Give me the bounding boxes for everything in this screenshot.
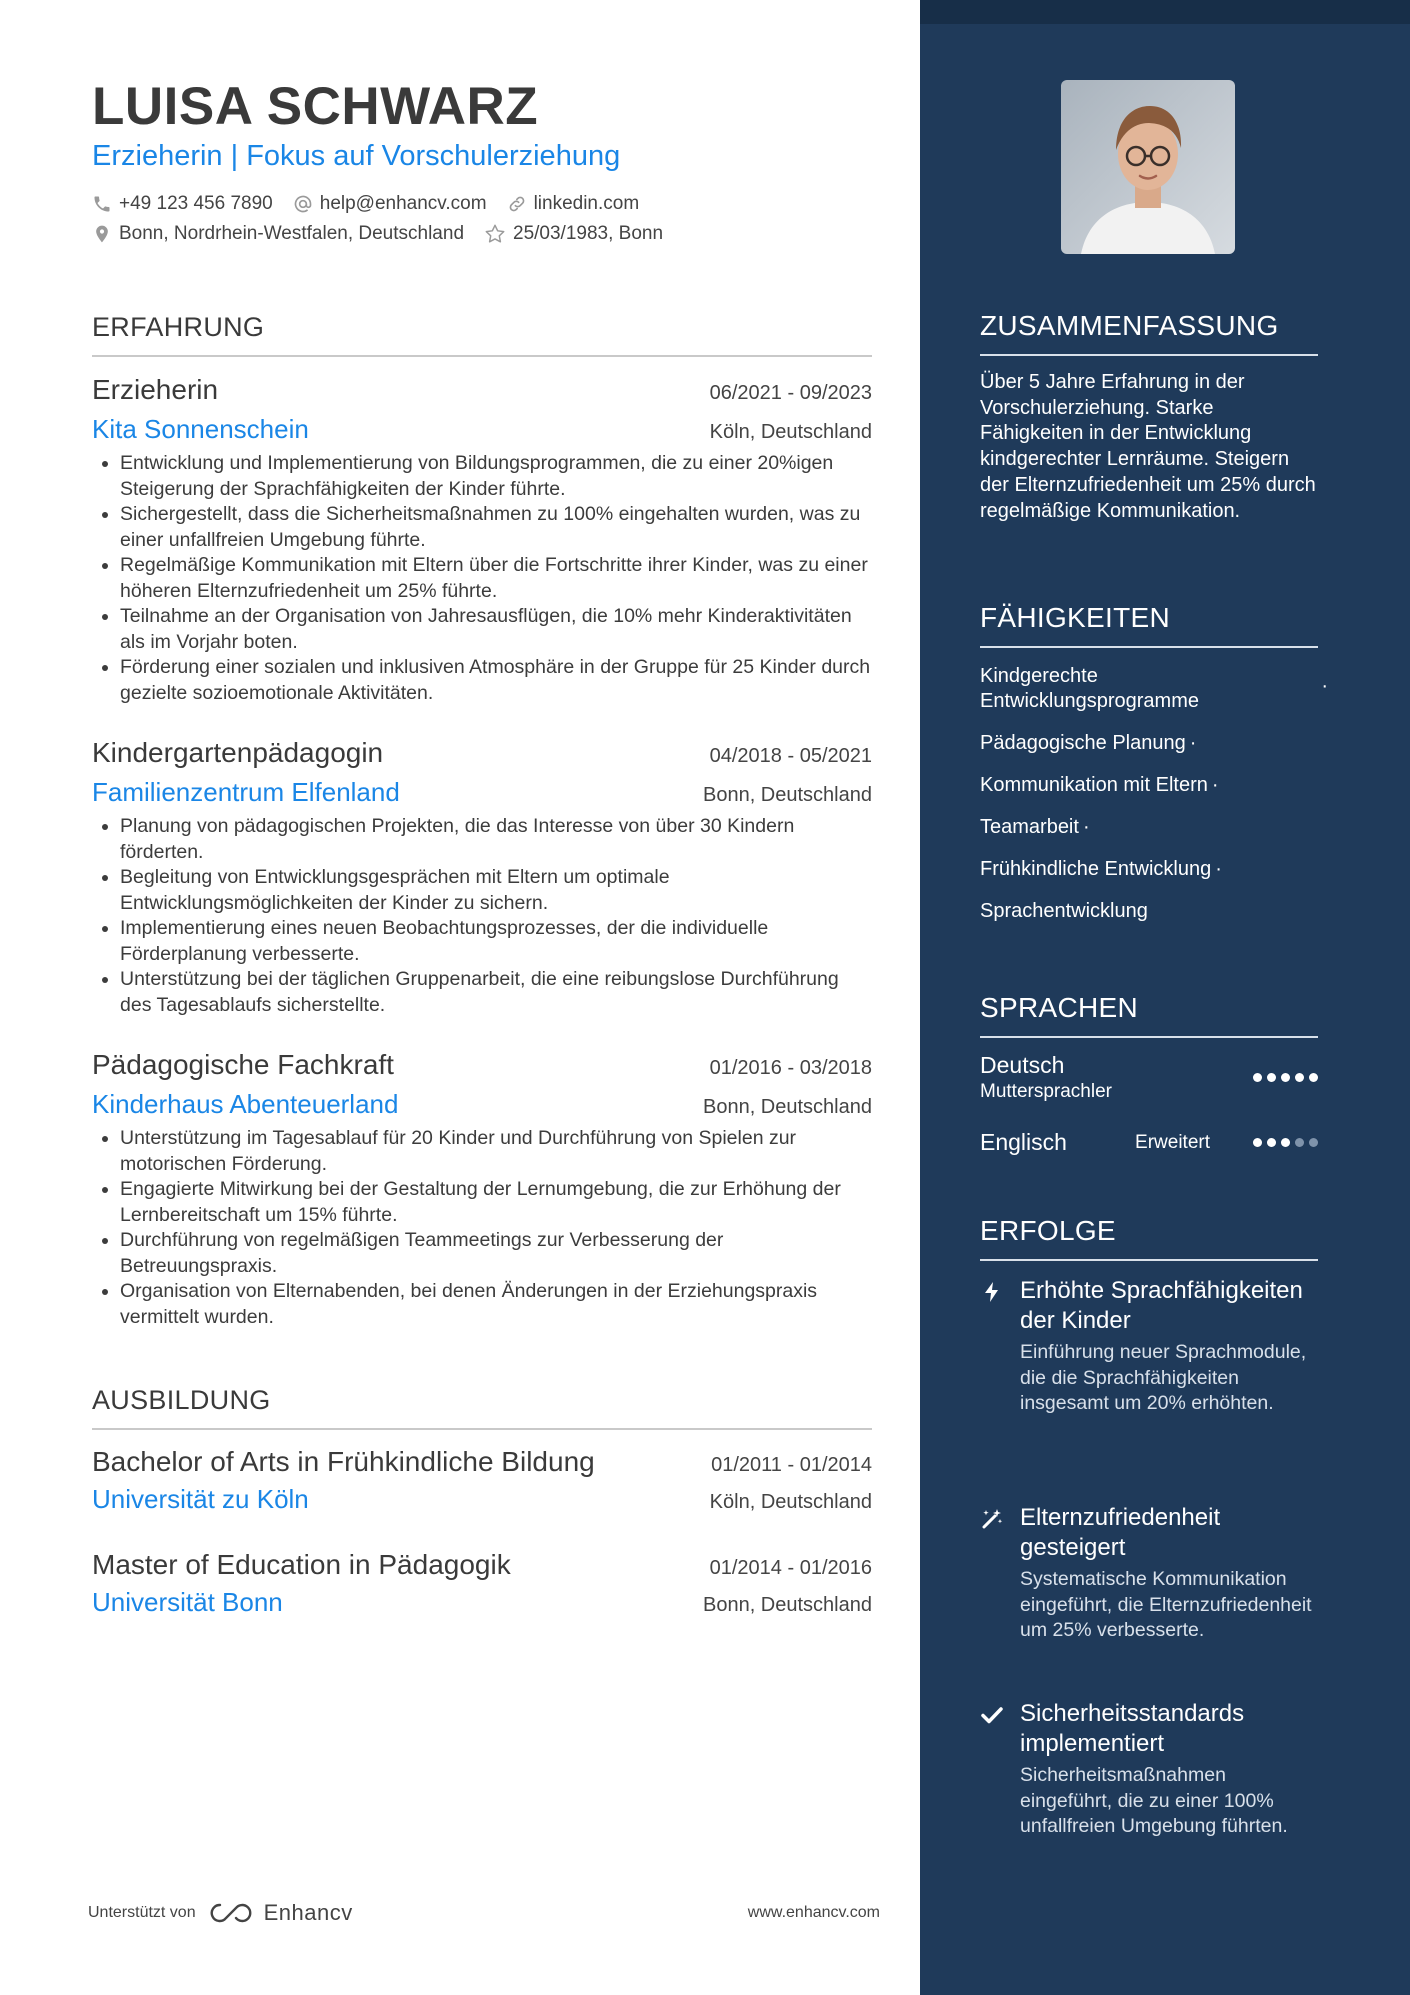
job-company: Kinderhaus Abenteuerland [92,1089,399,1119]
school-name: Universität zu Köln [92,1484,309,1514]
at-icon [293,194,313,214]
bullet: • Durchführung von regelmäßigen Teammeetings zur Verbesserung der Betreuungspraxis. [120,1228,872,1279]
job-date: 06/2021 - 09/2023 [709,382,872,404]
bullet: • Engagierte Mitwirkung bei der Gestaltung der Lernumgebung, die zur Erhöhung der Lernbereitschaft um 15% führte. [120,1177,872,1228]
skill-separator: · [1321,675,1328,697]
linkedin-text[interactable]: linkedin.com [533,193,640,214]
achievement-desc: Sicherheitsmaßnahmen eingeführt, die zu einer 100% unfallfreien Umgebung führten. [1020,1764,1288,1837]
achievement-desc: Systematische Kommunikation eingeführt, die Elternzufriedenheit um 25% verbesserte. [1020,1568,1312,1641]
achievement-item [980,1276,1318,1417]
languages-section-title: SPRACHEN [980,992,1318,1038]
bullet: • Teilnahme an der Organisation von Jahresausflügen, die 10% mehr Kinderaktivitäten als im Vorjahr boten. [120,604,872,655]
job-location: Bonn, Deutschland [702,1096,872,1118]
skill-item [980,899,1318,924]
skills-section-title: FÄHIGKEITEN [980,602,1318,648]
skill-label: Kindgerechte Entwicklungsprogramme [980,665,1199,712]
education-entry [92,1549,872,1618]
contact-row-2 [92,223,683,245]
achievements-section-title: ERFOLGE [980,1215,1318,1261]
email-item [293,193,487,215]
achievement-title: Elternzufriedenheit gesteigert [1020,1504,1221,1561]
job-location: Bonn, Deutschland [702,784,872,806]
summary-section-title: ZUSAMMENFASSUNG [980,310,1318,356]
job-bullets [92,1126,872,1330]
education-entry [92,1446,872,1515]
location-item [92,223,464,245]
bullet: • Begleitung von Entwicklungsgesprächen mit Eltern um optimale Entwicklungsmöglichkeiten der Kinder zu sichern. [120,865,872,916]
rating-dot-empty [1295,1138,1304,1147]
rating-dot-filled [1295,1073,1304,1082]
summary-text: Über 5 Jahre Erfahrung in der Vorschulerziehung. Starke Fähigkeiten in der Entwicklung kindgerechter Lernräume. Steigern der Elternzufriedenheit um 25% durch regelmäßige Kommunikation. [980,371,1316,522]
bullet: • Sichergestellt, dass die Sicherheitsmaßnahmen zu 100% eingehalten wurden, was zu einer unfallfreien Umgebung führte. [120,502,872,553]
achievements-section [980,1215,1318,1261]
summary-section [980,310,1318,524]
language-name: Deutsch [980,1052,1065,1078]
bullet: • Regelmäßige Kommunikation mit Eltern über die Fortschritte ihrer Kinder, was zu einer höheren Elternzufriedenheit um 25% führte. [120,553,872,604]
skills-section [980,602,1328,924]
contact-row-1 [92,193,659,215]
email-text[interactable]: help@enhancv.com [319,193,487,214]
job-bullets [92,451,872,706]
skill-label: Sprachentwicklung [980,900,1148,922]
rating-dot-filled [1281,1138,1290,1147]
sidebar-top-band [920,0,1410,24]
language-level: Muttersprachler [980,1081,1112,1102]
bullet: • Implementierung eines neuen Beobachtungsprozesses, der die individuelle Förderplanung verbesserte. [120,916,872,967]
language-level: Erweitert [1135,1131,1210,1153]
language-rating [1248,1073,1318,1082]
bullet: • Unterstützung im Tagesablauf für 20 Kinder und Durchführung von Spielen zur motorischen Förderung. [120,1126,872,1177]
location-text: Bonn, Nordrhein-Westfalen, Deutschland [119,223,465,244]
language-rating [1248,1138,1318,1147]
phone-item [92,193,273,215]
achievement-item [980,1503,1318,1644]
check-icon [980,1703,1004,1727]
achievement-title: Erhöhte Sprachfähigkeiten der Kinder [1020,1277,1303,1334]
enhancv-logo-icon [208,1901,254,1925]
achievement-desc: Einführung neuer Sprachmodule, die die Sprachfähigkeiten insgesamt um 20% erhöhten. [1020,1341,1307,1414]
education-date: 01/2011 - 01/2014 [711,1454,872,1476]
job-title: Pädagogische Fachkraft [92,1049,394,1080]
school-location: Bonn, Deutschland [702,1594,872,1616]
star-icon [484,223,506,245]
skill-item [980,857,1318,882]
linkedin-item [507,193,640,215]
job-bullets [92,814,872,1018]
rating-dot-empty [1309,1138,1318,1147]
education-date: 01/2014 - 01/2016 [709,1557,872,1579]
rating-dot-filled [1253,1138,1262,1147]
map-pin-icon [92,224,112,244]
job-entry [92,374,872,706]
achievement-title: Sicherheitsstandards implementiert [1020,1700,1245,1757]
languages-section [980,992,1318,1156]
language-item [980,1129,1318,1156]
job-title: Erzieherin [92,374,219,405]
school-name: Universität Bonn [92,1587,283,1617]
skill-separator: · [1211,774,1219,796]
skill-separator: · [1215,858,1222,880]
skill-label: Pädagogische Planung [980,732,1186,754]
skill-separator: · [1082,816,1090,838]
language-item [980,1052,1318,1103]
job-location: Köln, Deutschland [709,421,872,443]
phone-icon [92,194,112,214]
bullet: • Unterstützung bei der täglichen Gruppenarbeit, die eine reibungslose Durchführung des Tagesablaufs sicherstellte. [120,967,872,1018]
job-company: Kita Sonnenschein [92,414,309,444]
skill-item [980,815,1318,840]
school-location: Köln, Deutschland [709,1491,872,1513]
rating-dot-filled [1267,1073,1276,1082]
profile-photo [1061,80,1235,254]
bullet: • Förderung einer sozialen und inklusiven Atmosphäre in der Gruppe für 25 Kinder durch gezielte sozioemotionale Aktivitäten. [120,655,872,706]
bullet: • Planung von pädagogischen Projekten, die das Interesse von über 30 Kindern förderten. [120,814,872,865]
footer [88,1900,880,1926]
language-name: Englisch [980,1129,1067,1155]
rating-dot-filled [1281,1073,1290,1082]
skill-item [980,731,1318,756]
skills-list [980,664,1328,924]
footer-url[interactable]: www.enhancv.com [747,1904,880,1921]
footer-branding [88,1900,353,1926]
skill-label: Kommunikation mit Eltern [980,774,1208,796]
enhancv-brand-text: Enhancv [263,1900,353,1925]
candidate-headline: Erzieherin | Fokus auf Vorschulerziehung [92,140,621,172]
job-company: Familienzentrum Elfenland [92,777,400,807]
phone-text[interactable]: +49 123 456 7890 [119,193,273,214]
degree-title: Master of Education in Pädagogik [92,1549,511,1580]
rating-dot-filled [1309,1073,1318,1082]
job-entry [92,737,872,1018]
candidate-name: LUISA SCHWARZ [92,77,539,136]
skill-separator: · [1189,732,1197,754]
job-entry [92,1049,872,1330]
rating-dot-filled [1267,1138,1276,1147]
rating-dot-filled [1253,1073,1262,1082]
skill-label: Frühkindliche Entwicklung [980,858,1212,880]
skill-item [980,664,1328,714]
job-title: Kindergartenpädagogin [92,737,384,768]
education-section-title: AUSBILDUNG [92,1385,872,1430]
birth-item [484,223,663,245]
experience-section-title: ERFAHRUNG [92,312,872,357]
birth-text: 25/03/1983, Bonn [513,223,664,244]
bullet: • Entwicklung und Implementierung von Bildungsprogrammen, die zu einer 20%igen Steigerung der Sprachfähigkeiten der Kinder führte. [120,451,872,502]
achievement-item [980,1699,1318,1840]
skill-label: Teamarbeit [980,816,1079,838]
degree-title: Bachelor of Arts in Frühkindliche Bildung [92,1446,595,1477]
powered-by-text: Unterstützt von [88,1904,196,1921]
job-date: 04/2018 - 05/2021 [709,745,872,767]
magic-wand-icon [980,1507,1004,1531]
bullet: • Organisation von Elternabenden, bei denen Änderungen in der Erziehungspraxis vermittelt wurden. [120,1279,872,1330]
job-date: 01/2016 - 03/2018 [709,1057,872,1079]
link-icon [507,194,527,214]
skill-item [980,773,1318,798]
bolt-icon [980,1280,1004,1304]
